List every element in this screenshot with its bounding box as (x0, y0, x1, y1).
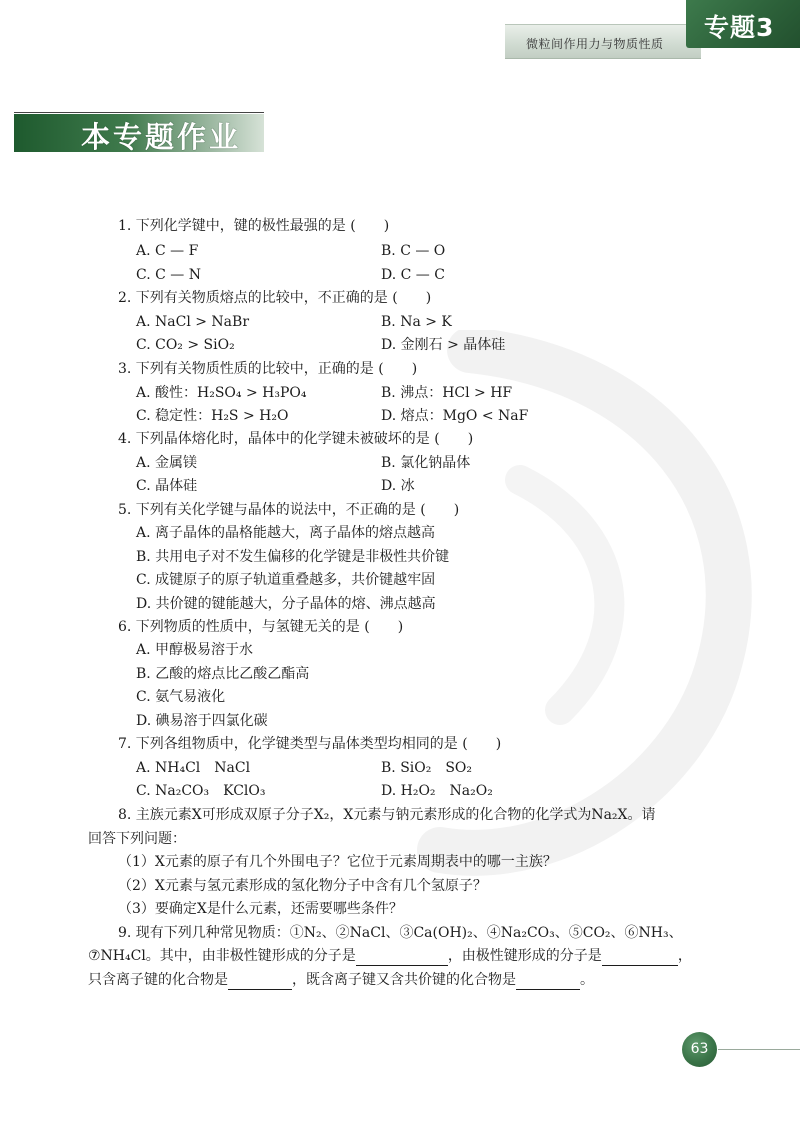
question-2-option-c: C. CO₂ > SiO₂ (136, 337, 235, 353)
page-number: 63 (682, 1032, 717, 1067)
question-9-line-3-part-1: 只含离子键的化合物是 (88, 972, 228, 988)
question-5-stem: 5. 下列有关化学键与晶体的说法中，不正确的是 ( ) (118, 502, 460, 518)
question-7-option-d: D. H₂O₂ Na₂O₂ (381, 783, 493, 799)
footer-rule (718, 1049, 800, 1050)
question-1-option-a: A. C — F (136, 243, 199, 259)
question-1-option-d: D. C — C (381, 267, 445, 283)
question-4-stem: 4. 下列晶体熔化时，晶体中的化学键未被破坏的是 ( ) (118, 431, 474, 447)
question-8-line-2: 回答下列问题： (88, 831, 186, 847)
question-4-option-b: B. 氯化钠晶体 (381, 455, 471, 471)
question-6-stem: 6. 下列物质的性质中，与氢键无关的是 ( ) (118, 619, 404, 635)
question-2-option-b: B. Na > K (381, 314, 452, 330)
question-7-option-c: C. Na₂CO₃ KClO₃ (136, 783, 266, 799)
banner-rule (14, 112, 264, 113)
question-7-option-b: B. SiO₂ SO₂ (381, 760, 473, 776)
question-2-option-a: A. NaCl > NaBr (136, 314, 250, 330)
question-5-option-c: C. 成键原子的原子轨道重叠越多，共价键越牢固 (136, 572, 436, 588)
question-3-stem: 3. 下列有关物质性质的比较中，正确的是 ( ) (118, 361, 418, 377)
answer-blank-ionic-and-covalent[interactable] (516, 971, 580, 990)
question-9-line-1: 9. 现有下列几种常见物质：①N₂、②NaCl、③Ca(OH)₂、④Na₂CO₃、⑤CO₂、⑥NH₃、 (118, 925, 683, 941)
question-5-option-a: A. 离子晶体的晶格能越大，离子晶体的熔点越高 (136, 525, 436, 541)
question-8-sub-2: （2）X元素与氢元素形成的氢化物分子中含有几个氢原子？ (118, 878, 487, 894)
question-9-line-2-part-1: ⑦NH₄Cl。其中，由非极性键形成的分子是 (88, 948, 356, 964)
question-7-stem: 7. 下列各组物质中，化学键类型与晶体类型均相同的是 ( ) (118, 736, 502, 752)
question-5-option-d: D. 共价键的键能越大，分子晶体的熔、沸点越高 (136, 596, 436, 612)
question-3-option-d: D. 熔点：MgO < NaF (381, 408, 529, 424)
question-9-line-3-part-3: 。 (580, 972, 594, 988)
question-6-option-b: B. 乙酸的熔点比乙酸乙酯高 (136, 666, 310, 682)
question-2-option-d: D. 金刚石 > 晶体硅 (381, 337, 506, 353)
question-4-option-d: D. 冰 (381, 478, 415, 494)
question-3-option-a: A. 酸性：H₂SO₄ > H₃PO₄ (136, 385, 307, 401)
question-1-stem: 1. 下列化学键中，键的极性最强的是 ( ) (118, 218, 390, 234)
question-8-sub-3: （3）要确定X是什么元素，还需要哪些条件？ (118, 901, 403, 917)
question-2-stem: 2. 下列有关物质熔点的比较中，不正确的是 ( ) (118, 290, 432, 306)
question-6-option-c: C. 氨气易液化 (136, 689, 226, 705)
question-4-option-c: C. 晶体硅 (136, 478, 198, 494)
question-7-option-a: A. NH₄Cl NaCl (136, 760, 251, 776)
question-9-line-3 (88, 971, 594, 990)
question-8-sub-1: （1）X元素的原子有几个外围电子？它位于元素周期表中的哪一主族？ (118, 854, 557, 870)
answer-blank-polar-molecule[interactable] (602, 947, 678, 966)
section-title: 微粒间作用力与物质性质 (526, 37, 664, 51)
topic-tab-label: 专题3 (704, 13, 775, 42)
answer-blank-nonpolar-molecule[interactable] (356, 947, 448, 966)
question-9-line-2-part-2: ，由极性键形成的分子是 (447, 948, 602, 964)
question-8-line-1: 8. 主族元素X可形成双原子分子X₂，X元素与钠元素形成的化合物的化学式为Na₂X。请 (118, 807, 656, 823)
question-3-option-b: B. 沸点：HCl > HF (381, 385, 513, 401)
question-4-option-a: A. 金属镁 (136, 455, 198, 471)
question-9-line-3-part-2: ，既含离子键又含共价键的化合物是 (292, 972, 516, 988)
question-1-option-b: B. C — O (381, 243, 446, 259)
question-1-option-c: C. C — N (136, 267, 201, 283)
question-3-option-c: C. 稳定性：H₂S > H₂O (136, 408, 289, 424)
question-9-line-2-part-3: ， (677, 948, 692, 964)
banner-title: 本专题作业 (81, 120, 242, 154)
question-6-option-d: D. 碘易溶于四氯化碳 (136, 713, 268, 729)
answer-blank-ionic-only[interactable] (228, 971, 292, 990)
question-6-option-a: A. 甲醇极易溶于水 (136, 642, 254, 658)
question-9-line-2 (88, 947, 692, 966)
question-5-option-b: B. 共用电子对不发生偏移的化学键是非极性共价键 (136, 549, 450, 565)
